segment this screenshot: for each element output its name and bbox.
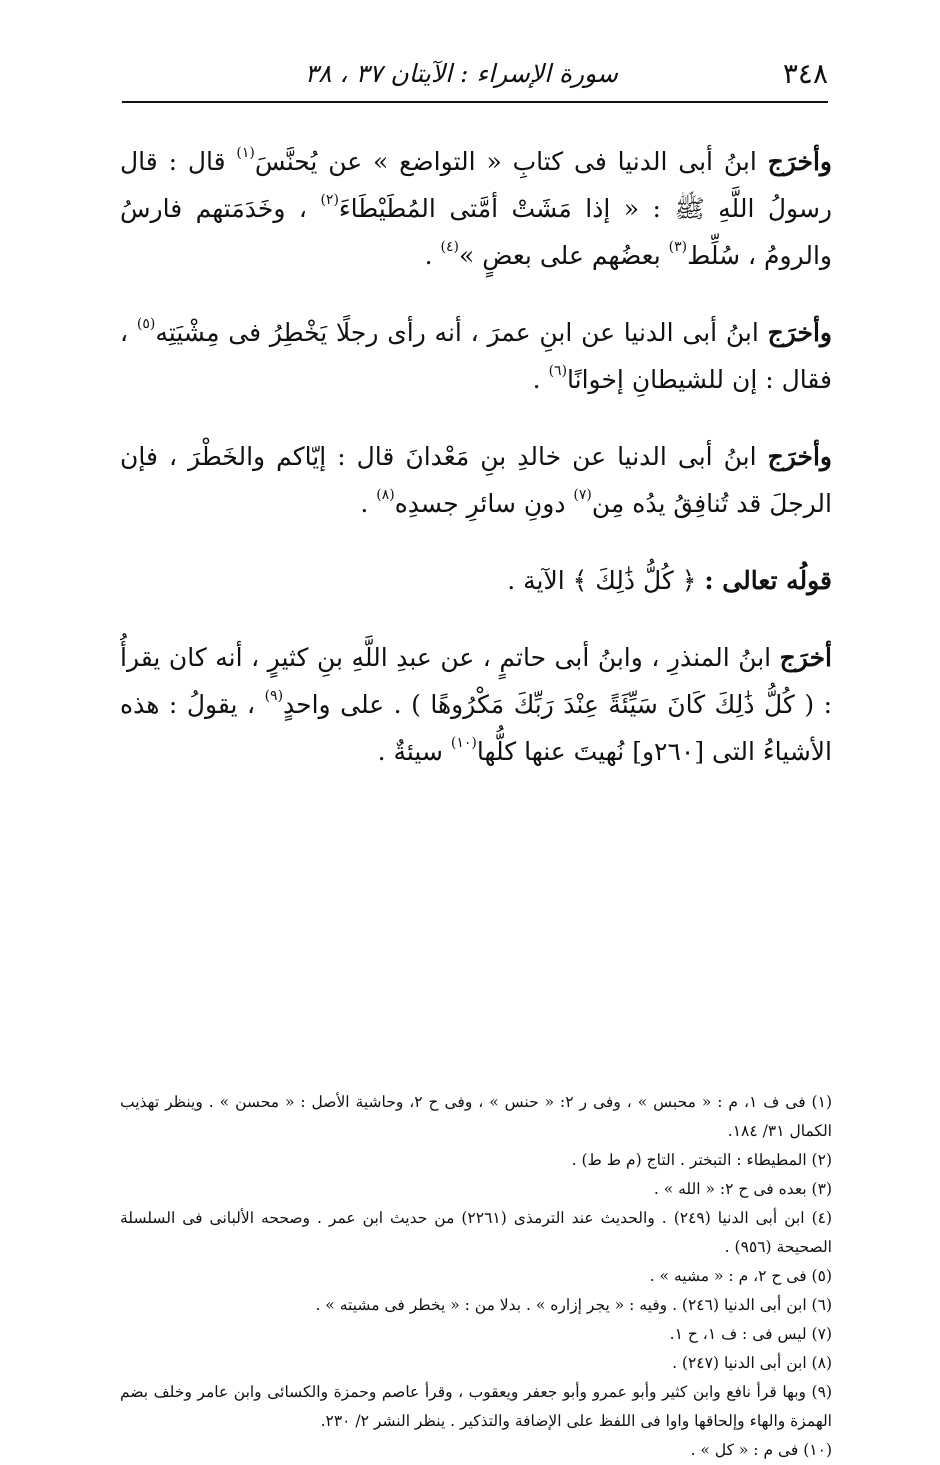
footnote-marker: (٩) [264,687,284,704]
main-text [120,138,832,805]
paragraph-lead: قولُه تعالى : [704,566,832,595]
paragraph-lead: وأخرَج [767,147,832,176]
paragraph-text: ابنُ أبى الدنيا عن ابنِ عمرَ ، أنه رأى رجلًا يَخْطِرُ فى مِشْيَتِه [155,318,768,347]
footnote-marker: (٧) [573,486,592,503]
paragraph-lead: وأخرَج [767,318,832,347]
footnote-marker: (١٠) [450,734,477,751]
footnote: (٤) ابن أبى الدنيا (٢٤٩) . والحديث عند الترمذى (٢٢٦١) من حديث ابن عمر . وصححه الألبانى فى السلسلة الصحيحة (٩٥٦) . [120,1209,833,1256]
paragraph-text: ابنُ المنذرِ ، وابنُ أبى حاتمٍ ، عن عبدِ اللَّهِ بنِ كثيرٍ ، أنه كان يقرأُ : ( كُلُّ ذَٰلِكَ كَانَ سَيِّئَةً عِنْدَ رَبِّكَ مَكْرُوهًا ) . على واحدٍ [120,643,832,719]
paragraph-text: ابنُ أبى الدنيا فى كتابِ « التواضع » عن يُحنَّسَ [254,147,768,176]
paragraph-text: ابنُ أبى الدنيا عن خالدِ بنِ مَعْدانَ قال : إيّاكم والخَطْرَ ، فإن الرجلَ قد تُنافِقُ يدُه مِن [120,442,832,518]
paragraph-text: ، وخَدَمَتهم فارسُ والرومُ ، سُلِّط [120,194,832,270]
paragraph-lead: وأخرَج [767,442,832,471]
footnote: (١) فى ف ١، م : « محبس » ، وفى ر ٢: « حنس » ، وفى ح ٢، وحاشية الأصل : « محسن » . وينظر تهذيب الكمال ٣١/ ١٨٤. [120,1093,832,1140]
page-number: ٣٤٨ [782,57,828,90]
footnote-marker: (٥) [136,315,156,332]
paragraph-text: ، يقولُ : هذه الأشياءُ التى [٢٦٠و] نُهيتَ عنها كلُّها [120,690,832,766]
footnote: (٥) فى ح ٢، م : « مشيه » . [649,1267,832,1285]
footnote-marker: (٢) [320,191,339,208]
running-head: سورة الإسراء : الآيتان ٣٧ ، ٣٨ [304,59,618,88]
footnote: (٣) بعده فى ح ٢: « الله » . [653,1180,832,1198]
page-header [122,55,828,103]
paragraph-lead: أخرَج [779,643,832,672]
footnote-marker: (٦) [548,362,568,379]
paragraph-text: دونِ سائرِ جسدِه [394,489,574,518]
footnote-marker: (١) [236,144,255,161]
paragraph-text: ﴿ كُلُّ ذَٰلِكَ ﴾ الآية . [507,566,705,595]
footnote: (٩) وبها قرأ نافع وابن كثير وأبو عمرو وأبو جعفر ويعقوب ، وقرأ عاصم وحمزة والكسائى وابن عامر وخلف بضم الهمزة والهاء وإلحاقها واوا فى اللفظ على الإضافة والتذكير . ينظر النشر ٢/ ٢٣٠. [120,1383,832,1430]
paragraph-text: . [532,365,549,394]
footnote: (٦) ابن أبى الدنيا (٢٤٦) . وفيه : « يجر إزاره » . بدلا من : « يخطر فى مشيته » . [315,1296,832,1314]
paragraph-text: . [360,489,377,518]
paragraph-text: . [424,241,441,270]
paragraph [120,634,832,775]
footnote: (٢) المطيطاء : التبختر . التاج (م ط ط) . [571,1151,832,1169]
paragraph [120,138,832,279]
footnote-marker: (٨) [376,486,395,503]
paragraph-text: بعضُهم على بعضٍ » [459,241,669,270]
footnotes [120,1088,832,1465]
paragraph-text: ، فقال : إن للشيطانِ إخوانًا [120,318,832,394]
paragraph-text: قال : قال رسولُ اللَّهِ ﷺ : « إذا مَشَتْ أمَّتى المُطَيْطَاءَ [120,147,832,223]
footnote-marker: (٣) [668,238,688,255]
footnote: (٨) ابن أبى الدنيا (٢٤٧) . [672,1354,832,1372]
paragraph-text: سيئةٌ . [377,737,451,766]
paragraph [120,557,832,604]
footnote-marker: (٤) [440,238,459,255]
footnote: (٧) ليس فى : ف ١، ح ١. [669,1325,832,1343]
footnote: (١٠) فى م : « كل » . [690,1441,832,1459]
paragraph [120,433,832,527]
paragraph [120,309,832,403]
